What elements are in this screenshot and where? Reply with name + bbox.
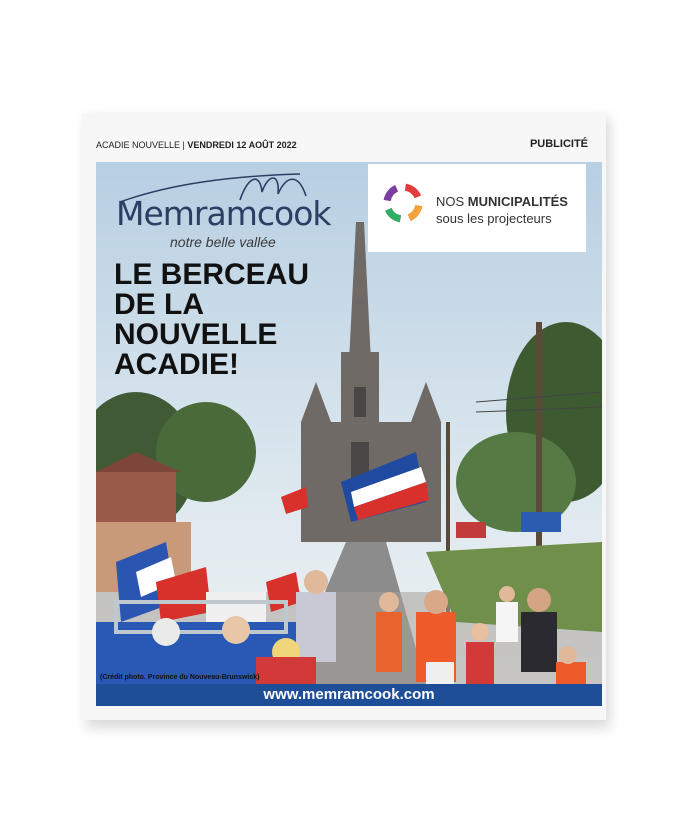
headline-line: ACADIE!: [114, 348, 239, 381]
headline-line: LE BERCEAU: [114, 258, 310, 291]
header-publication: [96, 140, 297, 150]
publication-date: VENDREDI 12 AOÛT 2022: [187, 140, 297, 150]
badge-highlight: MUNICIPALITÉS: [467, 194, 568, 209]
newspaper-page: [82, 114, 606, 720]
badge-prefix: NOS: [436, 194, 468, 209]
municipalities-badge: [368, 164, 586, 252]
badge-title: [436, 194, 568, 209]
section-label: PUBLICITÉ: [529, 138, 588, 150]
logo-tagline: notre belle vallée: [170, 234, 276, 250]
website-link[interactable]: www.memramcook.com: [263, 686, 435, 703]
headline-line: NOUVELLE: [114, 318, 278, 351]
url-banner: [96, 684, 602, 706]
colorful-ring-icon: [380, 180, 426, 226]
badge-subtitle: sous les projecteurs: [436, 211, 552, 226]
headline: [114, 260, 309, 380]
publication-name: ACADIE NOUVELLE |: [96, 140, 185, 150]
photo-credit: (Crédit photo. Province du Nouveau-Brunswick): [100, 674, 260, 681]
headline-line: DE LA: [114, 288, 204, 321]
logo-wordmark: Memramcook: [116, 194, 331, 233]
memramcook-logo: [110, 166, 360, 250]
